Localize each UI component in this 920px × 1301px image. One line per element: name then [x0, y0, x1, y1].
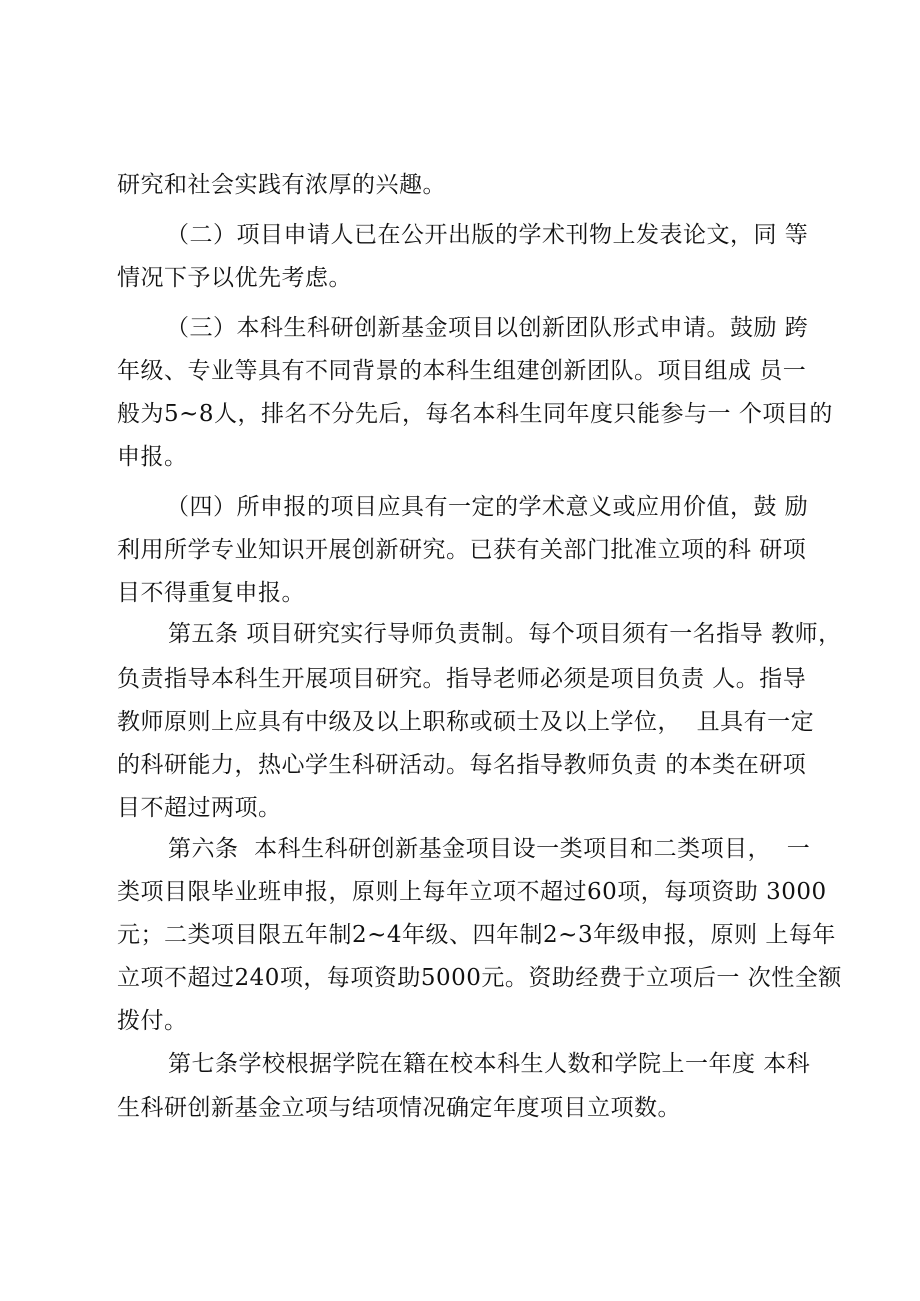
text-line: （二）项目申请人已在公开出版的学术刊物上发表论文，同 等 — [166, 222, 809, 248]
text-line: 类项目限毕业班申报，原则上每年立项不超过60项，每项资助 3000 — [117, 879, 827, 905]
text-line: 生科研创新基金立项与结项情况确定年度项目立项数。 — [117, 1095, 681, 1121]
text-line: 情况下予以优先考虑。 — [117, 265, 352, 291]
text-line: 利用所学专业知识开展创新研究。已获有关部门批准立项的科 研项 — [117, 537, 807, 563]
text-line: （四）所申报的项目应具有一定的学术意义或应用价值，鼓 励 — [166, 494, 809, 520]
text-line: 元；二类项目限五年制2~4年级、四年制2~3年级申报，原则 上每年 — [117, 922, 836, 948]
text-line: （三）本科生科研创新基金项目以创新团队形式申请。鼓励 跨 — [166, 315, 809, 341]
text-line: 第五条 项目研究实行导师负责制。每个项目须有一名指导 教师， — [168, 621, 842, 647]
text-line: 年级、专业等具有不同背景的本科生组建创新团队。项目组成 员一 — [117, 358, 807, 384]
text-line: 第七条学校根据学院在籍在校本科生人数和学院上一年度 本科 — [168, 1051, 811, 1077]
text-line: 教师原则上应具有中级及以上职称或硕士及以上学位， 且具有一定 — [117, 709, 815, 735]
text-line: 研究和社会实践有浓厚的兴趣。 — [117, 172, 446, 198]
text-line: 目不得重复申报。 — [117, 580, 305, 606]
text-line: 的科研能力，热心学生科研活动。每名指导教师负责 的本类在研项 — [117, 752, 807, 778]
text-line: 第六条 本科生科研创新基金项目设一类项目和二类项目， 一 — [168, 836, 811, 862]
text-line: 申报。 — [117, 444, 188, 470]
text-line: 般为5~8人，排名不分先后，每名本科生同年度只能参与一 个项目的 — [117, 401, 833, 427]
text-line: 拨付。 — [117, 1008, 188, 1034]
text-line: 负责指导本科生开展项目研究。指导老师必须是项目负责 人。指导 — [117, 666, 807, 692]
text-line: 目不超过两项。 — [117, 795, 282, 821]
text-line: 立项不超过240项，每项资助5000元。资助经费于立项后一 次性全额 — [117, 965, 842, 991]
